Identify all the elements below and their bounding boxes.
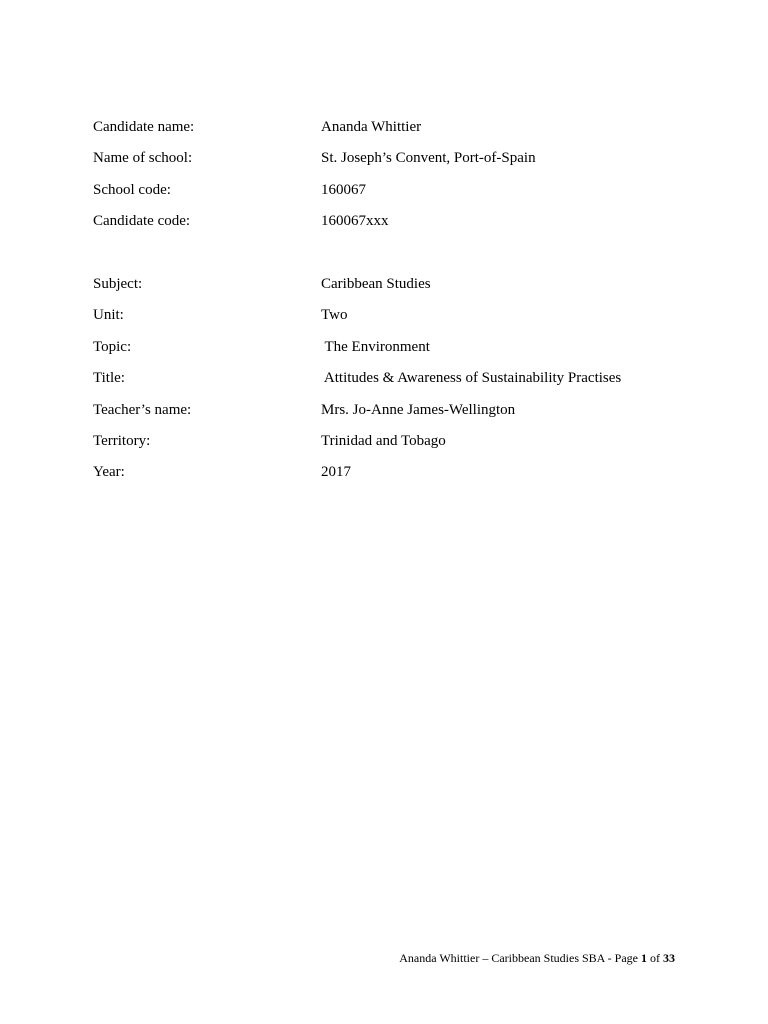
- footer-of-text: of: [647, 951, 663, 965]
- page-number: 1: [641, 951, 647, 965]
- field-label: Year:: [93, 464, 125, 481]
- field-value: Caribbean Studies: [321, 276, 431, 292]
- field-label: Unit:: [93, 307, 124, 324]
- teacher-name-row: [93, 400, 713, 431]
- field-value: Ananda Whittier: [321, 119, 422, 135]
- candidate-info-block: [93, 117, 713, 243]
- page-total: 33: [663, 951, 675, 965]
- field-value: Attitudes & Awareness of Sustainability Practises: [321, 370, 622, 387]
- field-label: Subject:: [93, 276, 143, 292]
- school-name-row: [93, 148, 713, 179]
- field-value: St. Joseph’s Convent, Port-of-Spain: [321, 150, 536, 167]
- field-label: Name of school:: [93, 150, 193, 167]
- school-code-row: [93, 180, 713, 211]
- topic-row: [93, 337, 713, 368]
- field-value: 160067: [321, 181, 366, 198]
- title-row: [93, 368, 713, 399]
- field-value: The Environment: [321, 338, 430, 355]
- field-value: Mrs. Jo-Anne James-Wellington: [321, 401, 516, 418]
- field-label: School code:: [93, 181, 171, 198]
- field-value: Two: [321, 307, 348, 324]
- candidate-name-row: [93, 117, 713, 148]
- subject-row: [93, 274, 713, 305]
- field-label: Teacher’s name:: [93, 401, 192, 418]
- year-row: [93, 462, 713, 493]
- field-value: Trinidad and Tobago: [321, 432, 446, 449]
- page-footer: [399, 950, 675, 966]
- field-label: Candidate name:: [93, 119, 195, 135]
- field-label: Topic:: [93, 338, 132, 355]
- field-value: 2017: [321, 464, 351, 481]
- unit-row: [93, 305, 713, 336]
- field-label: Title:: [93, 370, 125, 387]
- subject-info-block: [93, 274, 713, 494]
- candidate-code-row: [93, 211, 713, 242]
- field-label: Territory:: [93, 432, 151, 449]
- field-label: Candidate code:: [93, 213, 191, 230]
- territory-row: [93, 431, 713, 462]
- footer-text: Ananda Whittier – Caribbean Studies SBA - Page: [399, 951, 641, 965]
- field-value: 160067xxx: [321, 213, 389, 230]
